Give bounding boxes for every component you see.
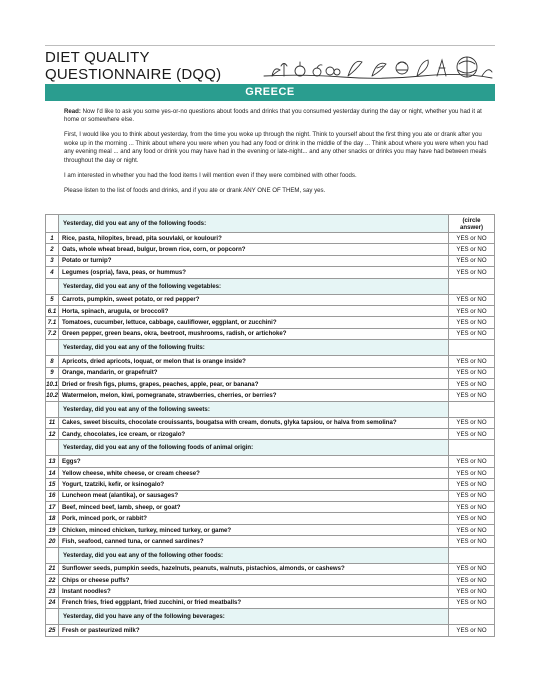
question-number: 7.1 bbox=[46, 317, 59, 328]
section-num-cell bbox=[46, 440, 59, 456]
question-text: Potato or turnip? bbox=[59, 255, 449, 266]
section-header-row bbox=[46, 215, 495, 233]
question-row bbox=[46, 536, 495, 547]
top-rule bbox=[45, 45, 495, 46]
question-number: 3 bbox=[46, 255, 59, 266]
question-number: 11 bbox=[46, 417, 59, 428]
question-number: 13 bbox=[46, 456, 59, 467]
question-number: 20 bbox=[46, 536, 59, 547]
yes-no-answer[interactable]: YES or NO bbox=[449, 597, 495, 608]
section-title: Yesterday, did you eat any of the following other foods: bbox=[59, 547, 449, 563]
section-header-row bbox=[46, 440, 495, 456]
yes-no-answer[interactable]: YES or NO bbox=[449, 317, 495, 328]
question-number: 16 bbox=[46, 490, 59, 501]
question-text: Watermelon, melon, kiwi, pomegranate, strawberries, cherries, or berries? bbox=[59, 390, 449, 401]
question-number: 4 bbox=[46, 267, 59, 278]
yes-no-answer[interactable]: YES or NO bbox=[449, 429, 495, 440]
yes-no-answer[interactable]: YES or NO bbox=[449, 267, 495, 278]
intro-p1-text: Now I'd like to ask you some yes-or-no questions about foods and drinks that you consumed yesterday during the day or night, whether you had it at home or somewhere else. bbox=[64, 108, 482, 124]
question-text: Luncheon meat (alantika), or sausages? bbox=[59, 490, 449, 501]
question-text: Yogurt, tzatziki, kefir, or ksinogalo? bbox=[59, 479, 449, 490]
section-title: Yesterday, did you eat any of the following vegetables: bbox=[59, 278, 449, 294]
yes-no-answer[interactable]: YES or NO bbox=[449, 367, 495, 378]
section-header-row bbox=[46, 340, 495, 356]
section-header-row bbox=[46, 609, 495, 625]
yes-no-answer[interactable]: YES or NO bbox=[449, 524, 495, 535]
question-text: Orange, mandarin, or grapefruit? bbox=[59, 367, 449, 378]
section-num-cell bbox=[46, 609, 59, 625]
question-text: Green pepper, green beans, okra, beetroot, mushrooms, radish, or artichoke? bbox=[59, 328, 449, 339]
section-num-cell bbox=[46, 401, 59, 417]
question-text: Eggs? bbox=[59, 456, 449, 467]
section-answer-cell bbox=[449, 547, 495, 563]
question-text: French fries, fried eggplant, fried zucchini, or fried meatballs? bbox=[59, 597, 449, 608]
question-row bbox=[46, 513, 495, 524]
question-row bbox=[46, 233, 495, 244]
question-text: Fresh or pasteurized milk? bbox=[59, 625, 449, 636]
yes-no-answer[interactable]: YES or NO bbox=[449, 305, 495, 316]
question-row bbox=[46, 574, 495, 585]
yes-no-answer[interactable]: YES or NO bbox=[449, 479, 495, 490]
question-number: 9 bbox=[46, 367, 59, 378]
yes-no-answer[interactable]: YES or NO bbox=[449, 513, 495, 524]
question-number: 8 bbox=[46, 356, 59, 367]
question-number: 5 bbox=[46, 294, 59, 305]
section-answer-cell bbox=[449, 278, 495, 294]
question-number: 24 bbox=[46, 597, 59, 608]
question-number: 10.1 bbox=[46, 378, 59, 389]
question-text: Fish, seafood, canned tuna, or canned sardines? bbox=[59, 536, 449, 547]
section-title: Yesterday, did you eat any of the following foods of animal origin: bbox=[59, 440, 449, 456]
yes-no-answer[interactable]: YES or NO bbox=[449, 417, 495, 428]
question-text: Apricots, dried apricots, loquat, or melon that is orange inside? bbox=[59, 356, 449, 367]
question-text: Tomatoes, cucumber, lettuce, cabbage, cauliflower, eggplant, or zucchini? bbox=[59, 317, 449, 328]
question-number: 2 bbox=[46, 244, 59, 255]
question-row bbox=[46, 244, 495, 255]
question-row bbox=[46, 317, 495, 328]
question-row bbox=[46, 294, 495, 305]
question-text: Cakes, sweet biscuits, chocolate crouissants, bougatsa with cream, donuts, glyka tapsiou, or halva from semolina? bbox=[59, 417, 449, 428]
question-row bbox=[46, 490, 495, 501]
question-number: 10.2 bbox=[46, 390, 59, 401]
question-number: 18 bbox=[46, 513, 59, 524]
question-number: 23 bbox=[46, 586, 59, 597]
question-text: Candy, chocolates, ice cream, or rizogalo? bbox=[59, 429, 449, 440]
question-row bbox=[46, 417, 495, 428]
yes-no-answer[interactable]: YES or NO bbox=[449, 378, 495, 389]
intro-text bbox=[64, 108, 494, 202]
question-row bbox=[46, 390, 495, 401]
question-row bbox=[46, 467, 495, 478]
question-row bbox=[46, 586, 495, 597]
question-text: Legumes (ospria), fava, peas, or hummus? bbox=[59, 267, 449, 278]
question-number: 15 bbox=[46, 479, 59, 490]
answer-column-header: (circle answer) bbox=[449, 215, 495, 233]
question-text: Chips or cheese puffs? bbox=[59, 574, 449, 585]
title-line-2: QUESTIONNAIRE (DQQ) bbox=[45, 66, 222, 83]
question-text: Pork, minced pork, or rabbit? bbox=[59, 513, 449, 524]
question-row bbox=[46, 356, 495, 367]
country-banner: GREECE bbox=[45, 84, 495, 101]
section-num-cell bbox=[46, 278, 59, 294]
section-answer-cell bbox=[449, 340, 495, 356]
yes-no-answer[interactable]: YES or NO bbox=[449, 244, 495, 255]
yes-no-answer[interactable]: YES or NO bbox=[449, 356, 495, 367]
section-num-cell bbox=[46, 547, 59, 563]
question-text: Oats, whole wheat bread, bulgur, brown rice, corn, or popcorn? bbox=[59, 244, 449, 255]
section-answer-cell bbox=[449, 440, 495, 456]
yes-no-answer[interactable]: YES or NO bbox=[449, 390, 495, 401]
yes-no-answer[interactable]: YES or NO bbox=[449, 574, 495, 585]
yes-no-answer[interactable]: YES or NO bbox=[449, 294, 495, 305]
question-number: 25 bbox=[46, 625, 59, 636]
question-row bbox=[46, 429, 495, 440]
question-text: Yellow cheese, white cheese, or cream cheese? bbox=[59, 467, 449, 478]
yes-no-answer[interactable]: YES or NO bbox=[449, 502, 495, 513]
section-num-cell bbox=[46, 340, 59, 356]
question-row bbox=[46, 524, 495, 535]
question-number: 6.1 bbox=[46, 305, 59, 316]
intro-paragraph-1 bbox=[64, 108, 494, 125]
question-number: 14 bbox=[46, 467, 59, 478]
page-title bbox=[45, 49, 221, 83]
yes-no-answer[interactable]: YES or NO bbox=[449, 490, 495, 501]
question-text: Carrots, pumpkin, sweet potato, or red pepper? bbox=[59, 294, 449, 305]
intro-paragraph-2: First, I would like you to think about yesterday, from the time you woke up through the night. Think to yourself about the first thing you ate or drank after you woke up in the morning ... Think about where you were when you had any food or drink in the middle of the day ... Think about where you were when you had any evening meal ... and any food or drink you may have had in the evening or late-night... and any other snacks or drinks you may have had between meals throughout the day or night. bbox=[64, 131, 488, 164]
section-title: Yesterday, did you eat any of the following sweets: bbox=[59, 401, 449, 417]
question-row bbox=[46, 367, 495, 378]
question-text: Rice, pasta, hilopites, bread, pita souvlaki, or koulouri? bbox=[59, 233, 449, 244]
yes-no-answer[interactable]: YES or NO bbox=[449, 586, 495, 597]
question-row bbox=[46, 328, 495, 339]
question-row bbox=[46, 267, 495, 278]
vegetable-line-art-icon bbox=[262, 52, 494, 84]
questionnaire-body bbox=[46, 215, 495, 637]
question-row bbox=[46, 456, 495, 467]
yes-no-answer[interactable]: YES or NO bbox=[449, 456, 495, 467]
question-text: Horta, spinach, arugula, or broccoli? bbox=[59, 305, 449, 316]
section-title: Yesterday, did you have any of the following beverages: bbox=[59, 609, 449, 625]
question-row bbox=[46, 625, 495, 636]
question-text: Instant noodles? bbox=[59, 586, 449, 597]
yes-no-answer[interactable]: YES or NO bbox=[449, 328, 495, 339]
section-header-row bbox=[46, 278, 495, 294]
question-text: Sunflower seeds, pumpkin seeds, hazelnuts, peanuts, walnuts, pistachios, almonds, or cashews? bbox=[59, 563, 449, 574]
intro-paragraph-3: I am interested in whether you had the food items I will mention even if they were combined with other foods. bbox=[64, 171, 357, 179]
question-text: Dried or fresh figs, plums, grapes, peaches, apple, pear, or banana? bbox=[59, 378, 449, 389]
question-row bbox=[46, 305, 495, 316]
question-number: 17 bbox=[46, 502, 59, 513]
yes-no-answer[interactable]: YES or NO bbox=[449, 563, 495, 574]
question-number: 21 bbox=[46, 563, 59, 574]
intro-paragraph-4: Please listen to the list of foods and drinks, and if you ate or drank ANY ONE OF THEM, say yes. bbox=[64, 186, 326, 194]
question-number: 12 bbox=[46, 429, 59, 440]
read-label: Read: bbox=[64, 108, 81, 115]
question-number: 19 bbox=[46, 524, 59, 535]
yes-no-answer[interactable]: YES or NO bbox=[449, 625, 495, 636]
section-header-row bbox=[46, 547, 495, 563]
questionnaire-table bbox=[45, 214, 495, 637]
question-row bbox=[46, 378, 495, 389]
question-row bbox=[46, 255, 495, 266]
question-text: Beef, minced beef, lamb, sheep, or goat? bbox=[59, 502, 449, 513]
section-title: Yesterday, did you eat any of the following foods: bbox=[59, 215, 449, 233]
question-text: Chicken, minced chicken, turkey, minced turkey, or game? bbox=[59, 524, 449, 535]
question-number: 7.2 bbox=[46, 328, 59, 339]
question-row bbox=[46, 502, 495, 513]
section-title: Yesterday, did you eat any of the following fruits: bbox=[59, 340, 449, 356]
section-answer-cell bbox=[449, 609, 495, 625]
section-num-cell bbox=[46, 215, 59, 233]
section-answer-cell bbox=[449, 401, 495, 417]
section-header-row bbox=[46, 401, 495, 417]
yes-no-answer[interactable]: YES or NO bbox=[449, 536, 495, 547]
question-number: 22 bbox=[46, 574, 59, 585]
yes-no-answer[interactable]: YES or NO bbox=[449, 467, 495, 478]
yes-no-answer[interactable]: YES or NO bbox=[449, 233, 495, 244]
question-row bbox=[46, 563, 495, 574]
yes-no-answer[interactable]: YES or NO bbox=[449, 255, 495, 266]
question-number: 1 bbox=[46, 233, 59, 244]
title-line-1: DIET QUALITY bbox=[45, 49, 150, 66]
question-row bbox=[46, 597, 495, 608]
question-row bbox=[46, 479, 495, 490]
